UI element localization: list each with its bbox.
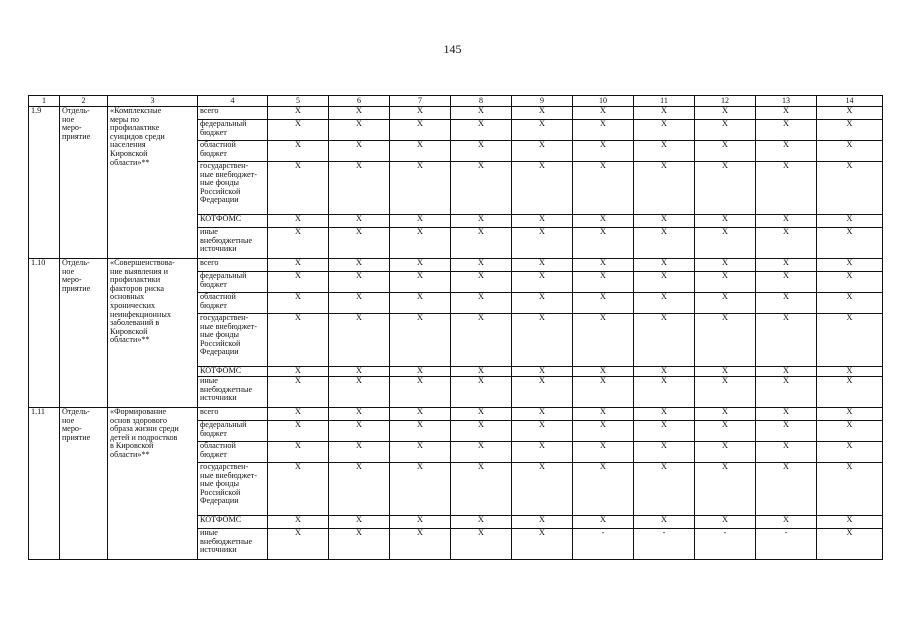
value-cell: X [695, 421, 756, 442]
value-cell: X [390, 442, 451, 463]
value-cell: X [634, 107, 695, 120]
value-cell: X [573, 215, 634, 228]
value-cell: X [390, 367, 451, 377]
value-cell: X [817, 314, 883, 367]
value-cell: X [634, 377, 695, 408]
column-header: 1 [29, 96, 60, 107]
value-cell: X [756, 293, 817, 314]
value-cell: X [573, 107, 634, 120]
value-cell: X [390, 421, 451, 442]
value-cell: X [634, 314, 695, 367]
item-kind: Отдель- ное меро- приятие [60, 408, 108, 560]
value-cell: X [451, 228, 512, 259]
value-cell: X [512, 107, 573, 120]
funding-source: федеральный бюджет [198, 272, 268, 293]
funding-source: иные внебюджетные источники [198, 529, 268, 560]
funding-source: иные внебюджетные источники [198, 228, 268, 259]
value-cell: X [634, 228, 695, 259]
value-cell: X [695, 107, 756, 120]
value-cell: - [756, 529, 817, 560]
value-cell: X [268, 272, 329, 293]
item-number: 1.10 [29, 259, 60, 408]
value-cell: X [817, 463, 883, 516]
value-cell: X [512, 215, 573, 228]
value-cell: X [329, 314, 390, 367]
value-cell: X [451, 442, 512, 463]
funding-source: всего [198, 107, 268, 120]
value-cell: X [756, 162, 817, 215]
value-cell: X [695, 272, 756, 293]
value-cell: X [573, 367, 634, 377]
value-cell: X [756, 408, 817, 421]
value-cell: X [756, 259, 817, 272]
value-cell: X [268, 141, 329, 162]
column-header: 9 [512, 96, 573, 107]
value-cell: X [390, 120, 451, 141]
value-cell: X [329, 463, 390, 516]
value-cell: X [268, 314, 329, 367]
value-cell: X [268, 107, 329, 120]
value-cell: X [634, 421, 695, 442]
value-cell: X [817, 408, 883, 421]
value-cell: X [634, 141, 695, 162]
item-number: 1.9 [29, 107, 60, 259]
funding-source: КОТФОМС [198, 215, 268, 228]
value-cell: X [817, 367, 883, 377]
value-cell: X [817, 421, 883, 442]
funding-source: областной бюджет [198, 442, 268, 463]
column-header: 3 [108, 96, 198, 107]
column-header: 2 [60, 96, 108, 107]
value-cell: X [268, 421, 329, 442]
value-cell: X [573, 516, 634, 529]
funding-source: всего [198, 408, 268, 421]
value-cell: X [573, 314, 634, 367]
column-header: 10 [573, 96, 634, 107]
value-cell: X [451, 215, 512, 228]
column-header: 4 [198, 96, 268, 107]
value-cell: X [573, 120, 634, 141]
funding-source: государствен- ные внебюджет- ные фонды Российской Федерации [198, 463, 268, 516]
value-cell: X [756, 272, 817, 293]
value-cell: X [390, 529, 451, 560]
value-cell: X [756, 141, 817, 162]
value-cell: X [573, 442, 634, 463]
column-header: 7 [390, 96, 451, 107]
value-cell: X [817, 141, 883, 162]
value-cell: X [817, 272, 883, 293]
value-cell: X [695, 141, 756, 162]
value-cell: X [512, 259, 573, 272]
value-cell: X [451, 120, 512, 141]
value-cell: X [451, 408, 512, 421]
value-cell: X [329, 120, 390, 141]
value-cell: X [756, 463, 817, 516]
value-cell: X [634, 215, 695, 228]
table-row [29, 107, 883, 120]
item-title: «Совершенствова- ние выявления и профилактики факторов риска основных хронических неинфекционных заболеваний в Кировской области»** [108, 259, 198, 408]
value-cell: X [512, 421, 573, 442]
value-cell: X [817, 529, 883, 560]
value-cell: X [390, 314, 451, 367]
value-cell: X [756, 421, 817, 442]
value-cell: X [756, 228, 817, 259]
value-cell: X [817, 516, 883, 529]
value-cell: X [268, 367, 329, 377]
value-cell: X [451, 377, 512, 408]
value-cell: X [634, 408, 695, 421]
value-cell: X [573, 408, 634, 421]
item-kind: Отдель- ное меро- приятие [60, 259, 108, 408]
value-cell: X [329, 377, 390, 408]
funding-source: государствен- ные внебюджет- ные фонды Российской Федерации [198, 162, 268, 215]
value-cell: X [695, 259, 756, 272]
value-cell: X [390, 228, 451, 259]
value-cell: X [634, 442, 695, 463]
column-header: 11 [634, 96, 695, 107]
value-cell: X [451, 141, 512, 162]
value-cell: X [451, 529, 512, 560]
value-cell: X [512, 408, 573, 421]
value-cell: X [573, 259, 634, 272]
value-cell: X [329, 228, 390, 259]
funding-source: федеральный бюджет [198, 120, 268, 141]
value-cell: X [573, 162, 634, 215]
value-cell: X [573, 272, 634, 293]
value-cell: X [329, 442, 390, 463]
value-cell: X [390, 377, 451, 408]
value-cell: X [268, 162, 329, 215]
column-header: 5 [268, 96, 329, 107]
value-cell: X [512, 442, 573, 463]
value-cell: X [390, 516, 451, 529]
value-cell: X [756, 215, 817, 228]
value-cell: X [756, 516, 817, 529]
value-cell: X [329, 408, 390, 421]
funding-table [28, 95, 883, 560]
funding-source: КОТФОМС [198, 367, 268, 377]
value-cell: X [817, 293, 883, 314]
value-cell: X [695, 516, 756, 529]
value-cell: X [695, 463, 756, 516]
value-cell: X [390, 408, 451, 421]
value-cell: X [756, 442, 817, 463]
item-kind: Отдель- ное меро- приятие [60, 107, 108, 259]
item-number: 1.11 [29, 408, 60, 560]
value-cell: X [512, 293, 573, 314]
value-cell: X [817, 162, 883, 215]
value-cell: X [390, 259, 451, 272]
value-cell: X [268, 516, 329, 529]
value-cell: X [695, 408, 756, 421]
value-cell: X [573, 141, 634, 162]
value-cell: X [634, 516, 695, 529]
table-row [29, 259, 883, 272]
value-cell: X [634, 272, 695, 293]
value-cell: X [451, 367, 512, 377]
value-cell: X [390, 162, 451, 215]
value-cell: - [695, 529, 756, 560]
funding-source: КОТФОМС [198, 516, 268, 529]
value-cell: X [268, 377, 329, 408]
value-cell: X [512, 228, 573, 259]
value-cell: X [390, 463, 451, 516]
value-cell: X [573, 421, 634, 442]
value-cell: X [268, 215, 329, 228]
value-cell: X [756, 377, 817, 408]
column-header: 6 [329, 96, 390, 107]
value-cell: X [329, 421, 390, 442]
value-cell: X [329, 367, 390, 377]
value-cell: X [451, 107, 512, 120]
value-cell: X [329, 141, 390, 162]
value-cell: X [512, 529, 573, 560]
value-cell: X [634, 293, 695, 314]
value-cell: X [451, 314, 512, 367]
value-cell: X [817, 442, 883, 463]
value-cell: X [512, 141, 573, 162]
value-cell: X [512, 162, 573, 215]
value-cell: X [268, 228, 329, 259]
value-cell: X [512, 272, 573, 293]
value-cell: X [817, 259, 883, 272]
value-cell: X [390, 215, 451, 228]
value-cell: X [329, 215, 390, 228]
value-cell: X [329, 272, 390, 293]
value-cell: X [329, 107, 390, 120]
funding-source: федеральный бюджет [198, 421, 268, 442]
value-cell: X [451, 421, 512, 442]
value-cell: X [268, 259, 329, 272]
value-cell: X [268, 120, 329, 141]
value-cell: X [573, 377, 634, 408]
value-cell: X [451, 272, 512, 293]
value-cell: X [268, 408, 329, 421]
value-cell: X [390, 141, 451, 162]
value-cell: X [634, 463, 695, 516]
value-cell: X [695, 120, 756, 141]
value-cell: X [756, 120, 817, 141]
value-cell: X [695, 367, 756, 377]
column-header: 8 [451, 96, 512, 107]
funding-source: государствен- ные внебюджет- ные фонды Российской Федерации [198, 314, 268, 367]
value-cell: X [573, 228, 634, 259]
value-cell: X [390, 293, 451, 314]
value-cell: X [512, 463, 573, 516]
value-cell: X [695, 162, 756, 215]
value-cell: X [512, 367, 573, 377]
value-cell: X [268, 442, 329, 463]
value-cell: X [634, 367, 695, 377]
table-row [29, 408, 883, 421]
column-header: 13 [756, 96, 817, 107]
value-cell: - [573, 529, 634, 560]
value-cell: X [512, 516, 573, 529]
value-cell: X [451, 259, 512, 272]
value-cell: X [756, 314, 817, 367]
value-cell: X [817, 377, 883, 408]
funding-source: иные внебюджетные источники [198, 377, 268, 408]
value-cell: X [817, 215, 883, 228]
value-cell: X [451, 162, 512, 215]
item-title: «Формирование основ здорового образа жизни среди детей и подростков в Кировской области»** [108, 408, 198, 560]
value-cell: X [695, 314, 756, 367]
header-row [29, 96, 883, 107]
item-title: «Комплексные меры по профилактике суицидов среди населения Кировской области»** [108, 107, 198, 259]
value-cell: X [329, 259, 390, 272]
value-cell: X [329, 529, 390, 560]
value-cell: X [329, 516, 390, 529]
value-cell: - [634, 529, 695, 560]
column-header: 12 [695, 96, 756, 107]
value-cell: X [695, 442, 756, 463]
value-cell: X [329, 293, 390, 314]
value-cell: X [451, 516, 512, 529]
value-cell: X [268, 463, 329, 516]
value-cell: X [390, 107, 451, 120]
value-cell: X [695, 293, 756, 314]
value-cell: X [695, 228, 756, 259]
page-number: 145 [443, 42, 462, 56]
value-cell: X [512, 377, 573, 408]
value-cell: X [390, 272, 451, 293]
funding-source: областной бюджет [198, 293, 268, 314]
value-cell: X [817, 120, 883, 141]
value-cell: X [512, 120, 573, 141]
value-cell: X [573, 463, 634, 516]
column-header: 14 [817, 96, 883, 107]
value-cell: X [573, 293, 634, 314]
value-cell: X [817, 107, 883, 120]
value-cell: X [634, 120, 695, 141]
value-cell: X [695, 377, 756, 408]
value-cell: X [817, 228, 883, 259]
value-cell: X [268, 529, 329, 560]
value-cell: X [756, 107, 817, 120]
value-cell: X [451, 293, 512, 314]
value-cell: X [451, 463, 512, 516]
value-cell: X [329, 162, 390, 215]
value-cell: X [634, 162, 695, 215]
funding-source: всего [198, 259, 268, 272]
value-cell: X [268, 293, 329, 314]
value-cell: X [634, 259, 695, 272]
funding-source: областной бюджет [198, 141, 268, 162]
value-cell: X [756, 367, 817, 377]
value-cell: X [512, 314, 573, 367]
value-cell: X [695, 215, 756, 228]
